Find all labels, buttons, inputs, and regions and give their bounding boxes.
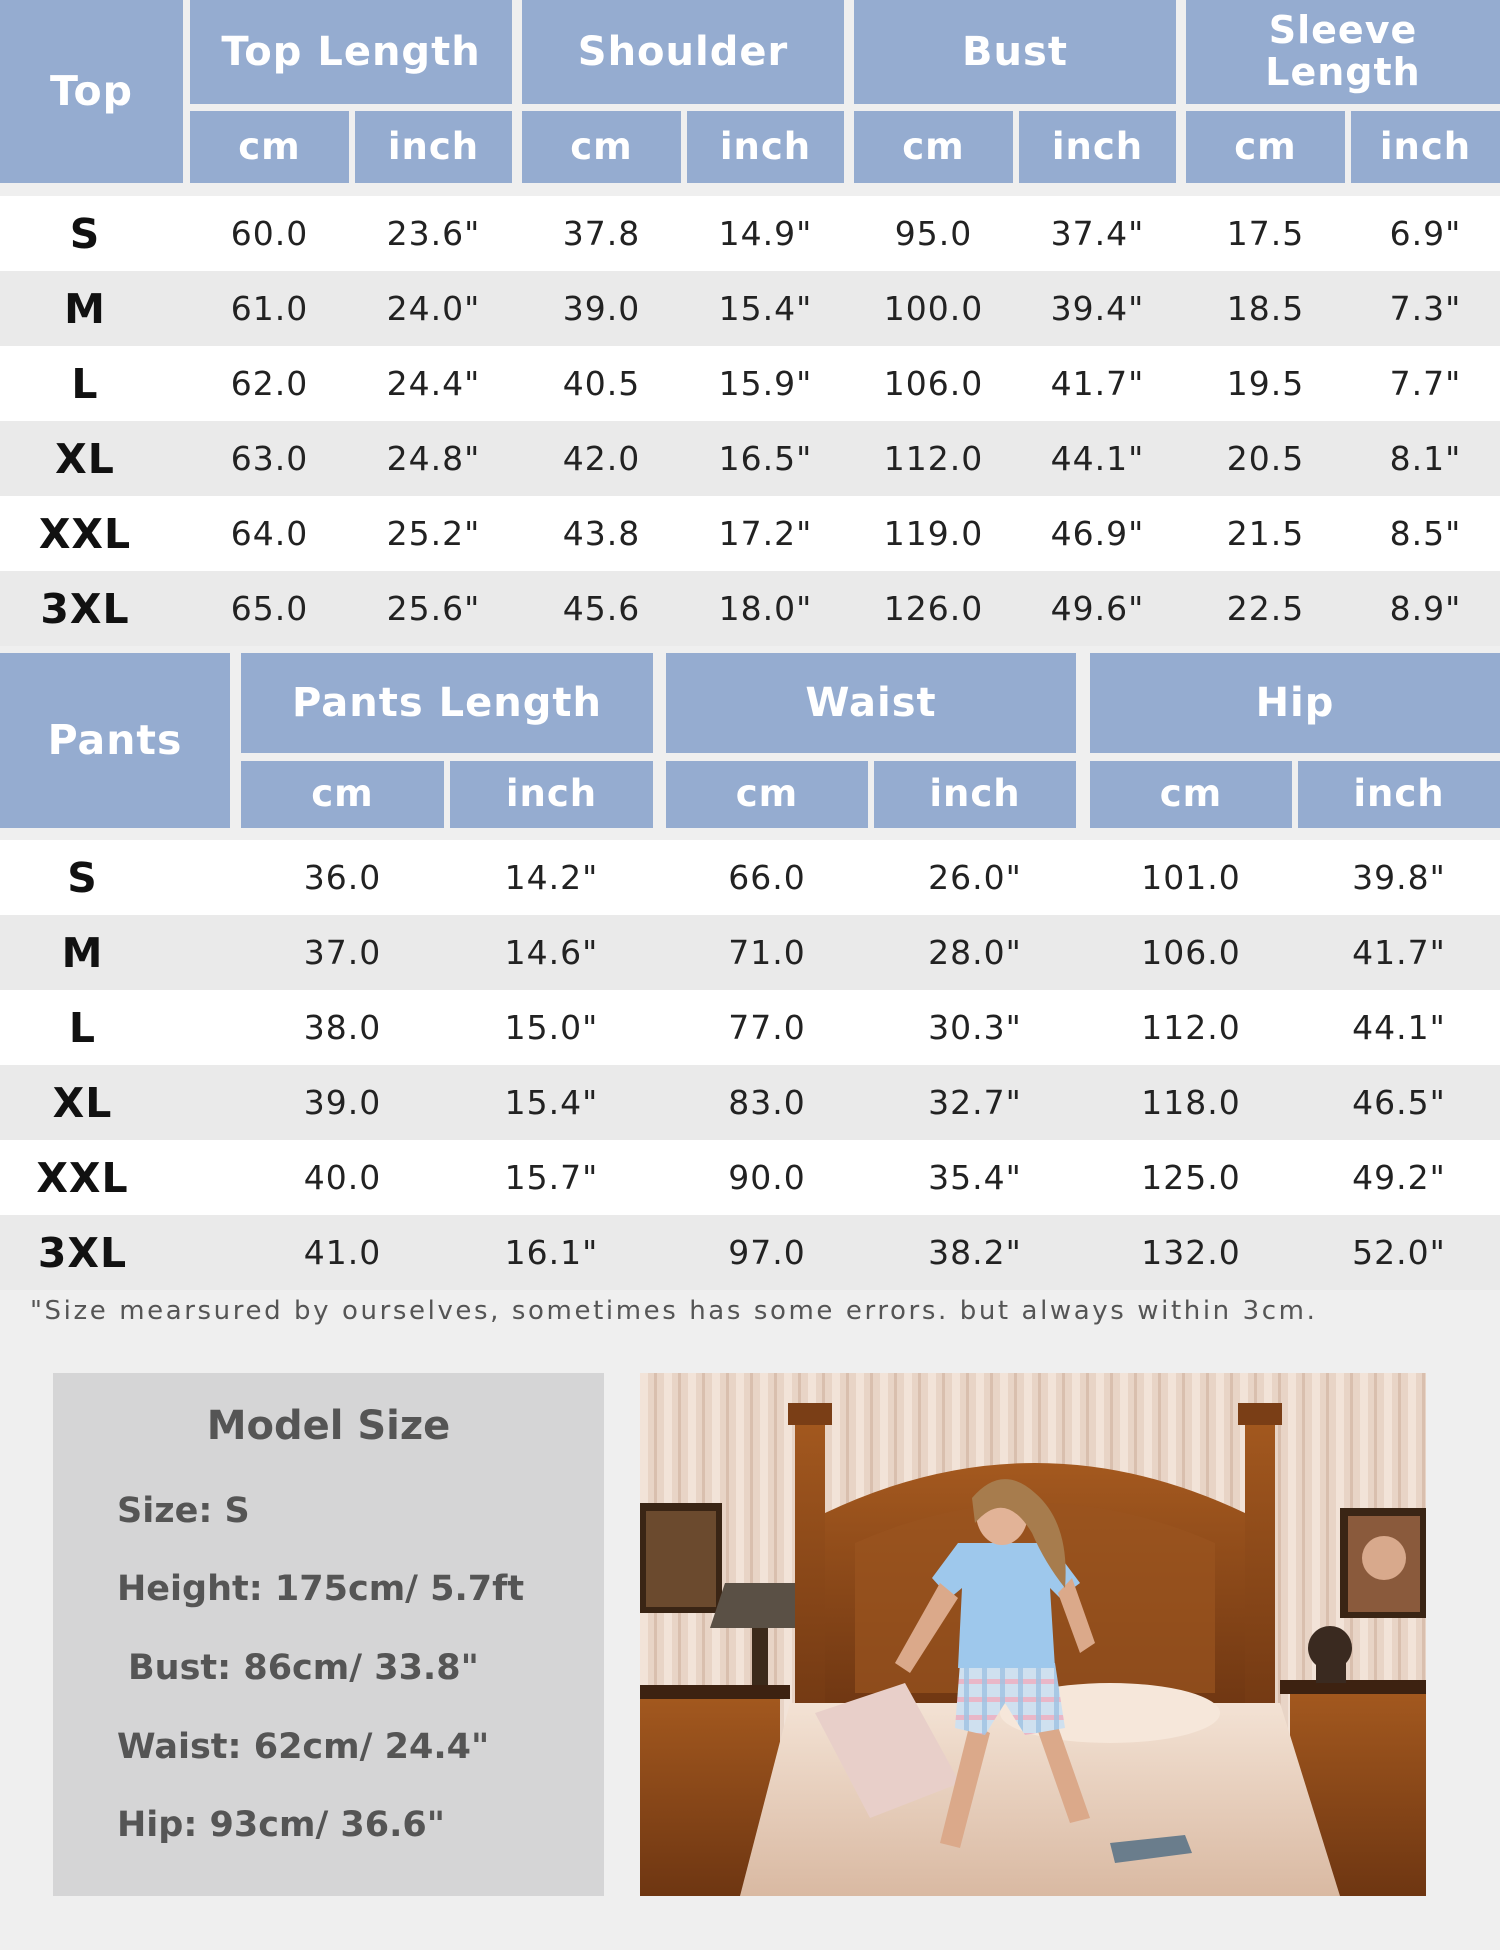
pants-unit-cm: cm bbox=[666, 761, 868, 828]
size-label: XXL bbox=[36, 1153, 129, 1202]
bust-cm: 100.0 bbox=[883, 289, 984, 328]
top-unit-inch: inch bbox=[355, 111, 512, 183]
shoulder-cm: 45.6 bbox=[562, 589, 641, 628]
waist-inch: 38.2" bbox=[928, 1233, 1022, 1272]
pants-length-inch: 15.7" bbox=[504, 1158, 599, 1197]
table-row bbox=[0, 571, 1500, 646]
model-bust-value: Bust: 86cm/ 33.8" bbox=[128, 1648, 479, 1688]
top-header-top-length: Top Length bbox=[190, 0, 512, 104]
size-label: 3XL bbox=[37, 1228, 128, 1277]
hip-inch: 49.2" bbox=[1352, 1158, 1446, 1197]
hip-inch: 44.1" bbox=[1352, 1008, 1446, 1047]
model-hip-value: Hip: 93cm/ 36.6" bbox=[117, 1805, 446, 1845]
pants-unit-inch: inch bbox=[450, 761, 653, 828]
hip-inch: 39.8" bbox=[1352, 858, 1446, 897]
size-label: S bbox=[67, 853, 98, 902]
hip-cm: 112.0 bbox=[1141, 1008, 1241, 1047]
bust-cm: 95.0 bbox=[894, 214, 973, 253]
size-label: L bbox=[71, 359, 99, 408]
hip-inch: 41.7" bbox=[1352, 933, 1446, 972]
shoulder-inch: 14.9" bbox=[718, 214, 813, 253]
top-length-cm: 61.0 bbox=[230, 289, 309, 328]
waist-inch: 26.0" bbox=[928, 858, 1022, 897]
size-label: M bbox=[61, 928, 104, 977]
model-waist-value: Waist: 62cm/ 24.4" bbox=[117, 1727, 490, 1767]
hip-cm: 125.0 bbox=[1141, 1158, 1241, 1197]
bust-inch: 39.4" bbox=[1050, 289, 1145, 328]
sleeve-inch: 7.3" bbox=[1389, 289, 1462, 328]
pants-unit-cm: cm bbox=[1090, 761, 1292, 828]
pants-unit-cm: cm bbox=[241, 761, 444, 828]
waist-cm: 66.0 bbox=[728, 858, 806, 897]
pants-length-inch: 14.6" bbox=[504, 933, 599, 972]
size-label: XXL bbox=[38, 509, 132, 558]
bust-cm: 106.0 bbox=[883, 364, 984, 403]
top-length-inch: 24.4" bbox=[386, 364, 481, 403]
sleeve-cm: 22.5 bbox=[1226, 589, 1305, 628]
top-length-inch: 23.6" bbox=[386, 214, 481, 253]
top-header-shoulder: Shoulder bbox=[522, 0, 844, 104]
top-length-cm: 60.0 bbox=[230, 214, 309, 253]
sleeve-inch: 6.9" bbox=[1389, 214, 1462, 253]
model-height-value: Height: 175cm/ 5.7ft bbox=[117, 1569, 525, 1609]
table-row bbox=[0, 496, 1500, 571]
waist-cm: 71.0 bbox=[728, 933, 806, 972]
pants-table-corner: Pants bbox=[0, 653, 230, 828]
waist-inch: 28.0" bbox=[928, 933, 1022, 972]
shoulder-inch: 15.9" bbox=[718, 364, 813, 403]
top-length-cm: 63.0 bbox=[230, 439, 309, 478]
top-unit-cm: cm bbox=[190, 111, 349, 183]
sleeve-cm: 21.5 bbox=[1226, 514, 1305, 553]
waist-inch: 35.4" bbox=[928, 1158, 1022, 1197]
hip-cm: 118.0 bbox=[1141, 1083, 1241, 1122]
measurement-note: "Size mearsured by ourselves, sometimes has some errors. but always within 3cm. bbox=[30, 1296, 1318, 1326]
top-unit-cm: cm bbox=[522, 111, 681, 183]
sleeve-cm: 20.5 bbox=[1226, 439, 1305, 478]
pants-unit-inch: inch bbox=[874, 761, 1076, 828]
sleeve-inch: 8.9" bbox=[1389, 589, 1462, 628]
size-label: S bbox=[69, 209, 101, 258]
waist-cm: 77.0 bbox=[728, 1008, 806, 1047]
waist-inch: 32.7" bbox=[928, 1083, 1022, 1122]
size-label: M bbox=[64, 284, 106, 333]
size-label: XL bbox=[52, 1078, 113, 1127]
pants-length-cm: 39.0 bbox=[303, 1083, 382, 1122]
sleeve-inch: 7.7" bbox=[1389, 364, 1462, 403]
table-row bbox=[0, 1065, 1500, 1140]
bust-inch: 49.6" bbox=[1050, 589, 1145, 628]
table-row bbox=[0, 990, 1500, 1065]
sleeve-inch: 8.5" bbox=[1389, 514, 1462, 553]
model-size-title: Model Size bbox=[206, 1403, 451, 1449]
top-length-inch: 24.8" bbox=[386, 439, 481, 478]
shoulder-inch: 18.0" bbox=[718, 589, 813, 628]
bust-inch: 46.9" bbox=[1050, 514, 1145, 553]
bust-inch: 37.4" bbox=[1050, 214, 1145, 253]
pants-header-pants-length: Pants Length bbox=[241, 653, 653, 753]
model-photo bbox=[640, 1373, 1426, 1896]
pants-length-inch: 14.2" bbox=[504, 858, 599, 897]
shoulder-cm: 39.0 bbox=[562, 289, 641, 328]
top-length-cm: 65.0 bbox=[230, 589, 309, 628]
waist-cm: 97.0 bbox=[728, 1233, 806, 1272]
table-row bbox=[0, 346, 1500, 421]
shoulder-cm: 42.0 bbox=[562, 439, 641, 478]
shoulder-cm: 40.5 bbox=[562, 364, 641, 403]
shoulder-inch: 17.2" bbox=[718, 514, 813, 553]
pants-header-waist: Waist bbox=[666, 653, 1076, 753]
top-header-sleeve-length: Sleeve Length bbox=[1186, 0, 1500, 104]
top-length-cm: 62.0 bbox=[230, 364, 309, 403]
waist-inch: 30.3" bbox=[928, 1008, 1022, 1047]
bust-cm: 126.0 bbox=[883, 589, 984, 628]
top-header-bust: Bust bbox=[854, 0, 1176, 104]
sleeve-cm: 17.5 bbox=[1226, 214, 1305, 253]
hip-inch: 46.5" bbox=[1352, 1083, 1446, 1122]
table-row bbox=[0, 271, 1500, 346]
top-table-corner: Top bbox=[0, 0, 183, 183]
pants-length-inch: 15.0" bbox=[504, 1008, 599, 1047]
table-row bbox=[0, 421, 1500, 496]
shoulder-cm: 37.8 bbox=[562, 214, 641, 253]
pants-length-cm: 40.0 bbox=[303, 1158, 382, 1197]
pants-length-cm: 37.0 bbox=[303, 933, 382, 972]
bust-cm: 112.0 bbox=[883, 439, 984, 478]
model-size-value: Size: S bbox=[117, 1491, 250, 1531]
size-label: XL bbox=[55, 434, 115, 483]
sleeve-inch: 8.1" bbox=[1389, 439, 1462, 478]
model-size-box bbox=[53, 1373, 604, 1896]
sleeve-cm: 18.5 bbox=[1226, 289, 1305, 328]
pants-length-cm: 41.0 bbox=[303, 1233, 382, 1272]
size-label: L bbox=[68, 1003, 97, 1052]
top-unit-inch: inch bbox=[687, 111, 844, 183]
bust-inch: 41.7" bbox=[1050, 364, 1145, 403]
shoulder-inch: 15.4" bbox=[718, 289, 813, 328]
pants-length-inch: 15.4" bbox=[504, 1083, 599, 1122]
waist-cm: 90.0 bbox=[728, 1158, 806, 1197]
top-unit-cm: cm bbox=[854, 111, 1013, 183]
top-length-cm: 64.0 bbox=[230, 514, 309, 553]
pants-length-cm: 36.0 bbox=[303, 858, 382, 897]
top-unit-inch: inch bbox=[1019, 111, 1176, 183]
table-row bbox=[0, 915, 1500, 990]
shoulder-inch: 16.5" bbox=[718, 439, 813, 478]
top-unit-cm: cm bbox=[1186, 111, 1345, 183]
bust-cm: 119.0 bbox=[883, 514, 984, 553]
pants-header-hip: Hip bbox=[1090, 653, 1500, 753]
hip-cm: 132.0 bbox=[1141, 1233, 1241, 1272]
bedroom-scene-illustration bbox=[640, 1373, 1426, 1896]
top-unit-inch: inch bbox=[1351, 111, 1500, 183]
waist-cm: 83.0 bbox=[728, 1083, 806, 1122]
pants-length-inch: 16.1" bbox=[504, 1233, 599, 1272]
hip-cm: 101.0 bbox=[1141, 858, 1241, 897]
table-row bbox=[0, 1215, 1500, 1290]
sleeve-cm: 19.5 bbox=[1226, 364, 1305, 403]
table-row bbox=[0, 1140, 1500, 1215]
pants-length-cm: 38.0 bbox=[303, 1008, 382, 1047]
hip-inch: 52.0" bbox=[1352, 1233, 1446, 1272]
table-row bbox=[0, 840, 1500, 915]
table-row bbox=[0, 196, 1500, 271]
pants-unit-inch: inch bbox=[1298, 761, 1500, 828]
top-length-inch: 25.6" bbox=[386, 589, 481, 628]
hip-cm: 106.0 bbox=[1141, 933, 1241, 972]
bust-inch: 44.1" bbox=[1050, 439, 1145, 478]
shoulder-cm: 43.8 bbox=[562, 514, 641, 553]
top-length-inch: 24.0" bbox=[386, 289, 481, 328]
top-length-inch: 25.2" bbox=[386, 514, 481, 553]
size-label: 3XL bbox=[40, 584, 130, 633]
